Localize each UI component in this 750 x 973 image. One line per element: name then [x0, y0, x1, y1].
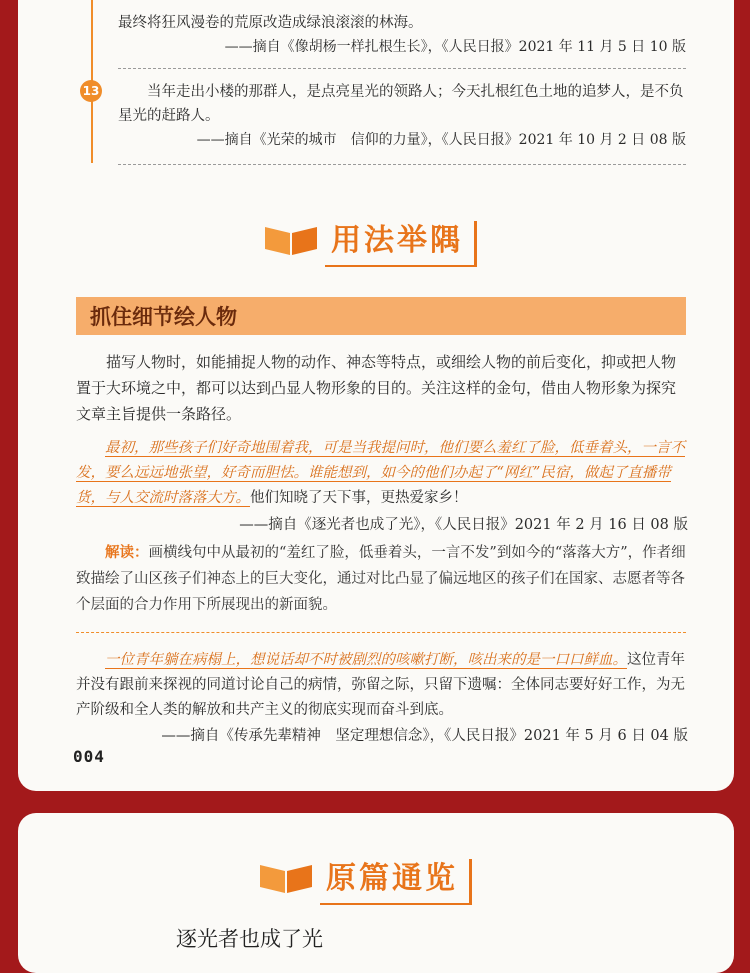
page-number: 004 — [73, 747, 105, 766]
interpretation-label: 解读： — [105, 544, 149, 561]
subheading-bar: 抓住细节绘人物 — [76, 297, 686, 335]
entry-number-badge: 13 — [80, 80, 102, 102]
intro-paragraph: 描写人物时，如能捕捉人物的动作、神态等特点，或细绘人物的前后变化，抑或把人物置于大环境之中，都可以达到凸显人物形象的目的。关注这样的金句，借由人物形象为探究文章主旨提供一条路径。 — [76, 353, 677, 423]
entry-12-source: ——摘自《像胡杨一样扎根生长》，《人民日报》2021 年 11 月 5 日 10 版 — [224, 39, 686, 55]
divider — [118, 164, 686, 165]
quote-1 — [76, 436, 688, 511]
entry-12-tail — [118, 11, 686, 59]
interpretation — [76, 540, 688, 618]
entry-13 — [118, 80, 686, 152]
dotted-divider — [76, 632, 686, 633]
entry-13-source: ——摘自《光荣的城市 信仰的力量》，《人民日报》2021 年 10 月 2 日 08 版 — [196, 132, 686, 148]
quote-2 — [76, 648, 688, 723]
section-heading-overview — [258, 853, 472, 901]
quote-1-rest: 他们知晓了天下事，更热爱家乡！ — [250, 490, 468, 506]
article-title: 逐光者也成了光 — [176, 927, 323, 951]
quote-2-rest: 这位青年并没有跟前来探视的同道讨论自己的病情，弥留之际，只留下遗嘱：全体同志要好好工作，为无产阶级和全人类的解放和共产主义的彻底实现而奋斗到底。 — [76, 652, 685, 718]
entry-13-text: 当年走出小楼的那群人，是点亮星光的领路人；今天扎根红色土地的追梦人，是不负星光的赶路人。 — [118, 84, 684, 124]
open-book-icon — [263, 221, 319, 257]
divider — [118, 68, 686, 69]
quote-2-source: ——摘自《传承先辈精神 坚定理想信念》，《人民日报》2021 年 5 月 6 日 04 版 — [161, 728, 688, 744]
section-title: 用法举隅 — [325, 215, 477, 263]
page-card — [18, 0, 734, 791]
interpretation-text: 画横线句中从最初的“羞红了脸，低垂着头，一言不发”到如今的“落落大方”，作者细致描绘了山区孩子们神态上的巨大变化，通过对比凸显了偏远地区的孩子们在国家、志愿者等各个层面的合力作用下所展现出的新面貌。 — [76, 545, 686, 613]
section-heading-usage — [263, 215, 477, 263]
entry-12-text: 最终将狂风漫卷的荒原改造成绿浪滚滚的林海。 — [118, 15, 423, 31]
quote-1-highlight: 最初，那些孩子们好奇地围着我，可是当我提问时，他们要么羞红了脸，低垂着头，一言不发，要么远远地张望，好奇而胆怯。谁能想到，如今的他们办起了“网红”民宿，做起了直播带货，与人交流时落落大方。 — [76, 440, 685, 506]
quote-2-highlight: 一位青年躺在病榻上，想说话却不时被剧烈的咳嗽打断，咳出来的是一口口鲜血。 — [105, 652, 627, 668]
page-card-2 — [18, 813, 734, 973]
open-book-icon — [258, 859, 314, 895]
section-title: 原篇通览 — [320, 853, 472, 901]
quote-1-source: ——摘自《逐光者也成了光》，《人民日报》2021 年 2 月 16 日 08 版 — [239, 517, 688, 533]
